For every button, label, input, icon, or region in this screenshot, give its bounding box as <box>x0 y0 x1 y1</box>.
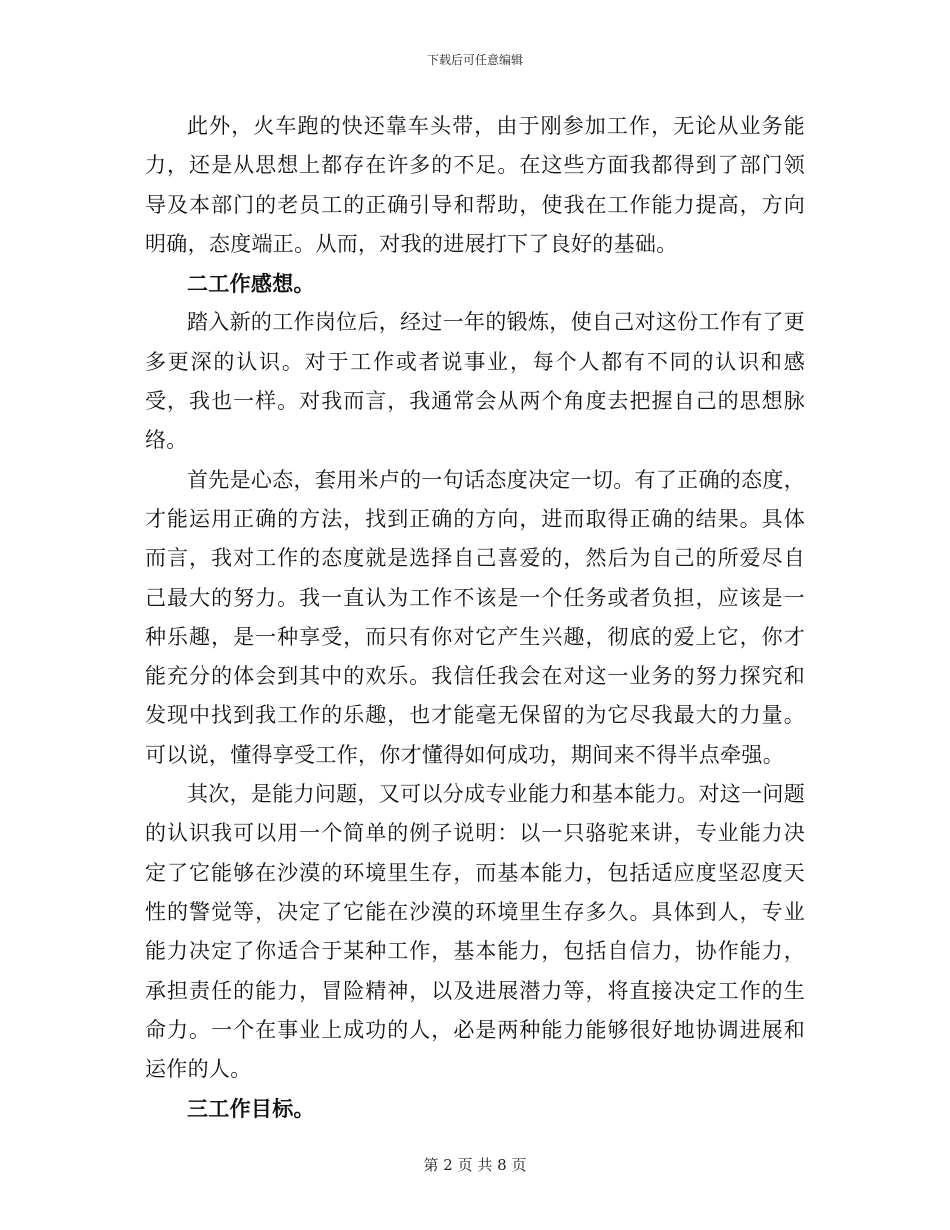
section-heading-work-goals: 三工作目标。 <box>187 1096 315 1122</box>
paragraph-work-reflection-intro: 踏入新的工作岗位后，经过一年的锻炼，使自己对这份工作有了更多更深的认识。对于工作或者说事业，每个人都有不同的认识和感受，我也一样。对我而言，我通常会从两个角度去把握自己的思想脉络。 <box>145 310 805 453</box>
paragraph-mindset: 首先是心态，套用米卢的一句话态度决定一切。有了正确的态度，才能运用正确的方法，找到正确的方向，进而取得正确的结果。具体而言，我对工作的态度就是选择自己喜爱的，然后为自己的所爱尽自己最大的努力。我一直认为工作不该是一个任务或者负担，应该是一种乐趣，是一种享受，而只有你对它产生兴趣，彻底的爱上它，你才能充分的体会到其中的欢乐。我信任我会在对这一业务的努力探究和发现中找到我工作的乐趣，也才能毫无保留的为它尽我最大的力量。可以说，懂得享受工作，你才懂得如何成功，期间来不得半点牵强。 <box>145 467 805 767</box>
page-number-footer: 第 2 页 共 8 页 <box>423 1156 527 1174</box>
paragraph-support: 此外，火车跑的快还靠车头带，由于刚参加工作，无论从业务能力，还是从思想上都存在许多的不足。在这些方面我都得到了部门领导及本部门的老员工的正确引导和帮助，使我在工作能力提高，方向明确，态度端正。从而，对我的进展打下了良好的基础。 <box>145 114 805 256</box>
page-header: 下载后可任意编辑 <box>426 53 523 67</box>
section-heading-work-reflection: 二工作感想。 <box>187 271 315 297</box>
paragraph-ability: 其次，是能力问题，又可以分成专业能力和基本能力。对这一问题的认识我可以用一个简单的例子说明：以一只骆驼来讲，专业能力决定了它能够在沙漠的环境里生存，而基本能力，包括适应度坚忍度天性的警觉等，决定了它能在沙漠的环境里生存多久。具体到人，专业能力决定了你适合于某种工作，基本能力，包括自信力，协作能力，承担责任的能力，冒险精神，以及进展潜力等，将直接决定工作的生命力。一个在事业上成功的人，必是两种能力能够很好地协调进展和运作的人。 <box>145 782 805 1082</box>
document-body <box>145 107 805 1129</box>
